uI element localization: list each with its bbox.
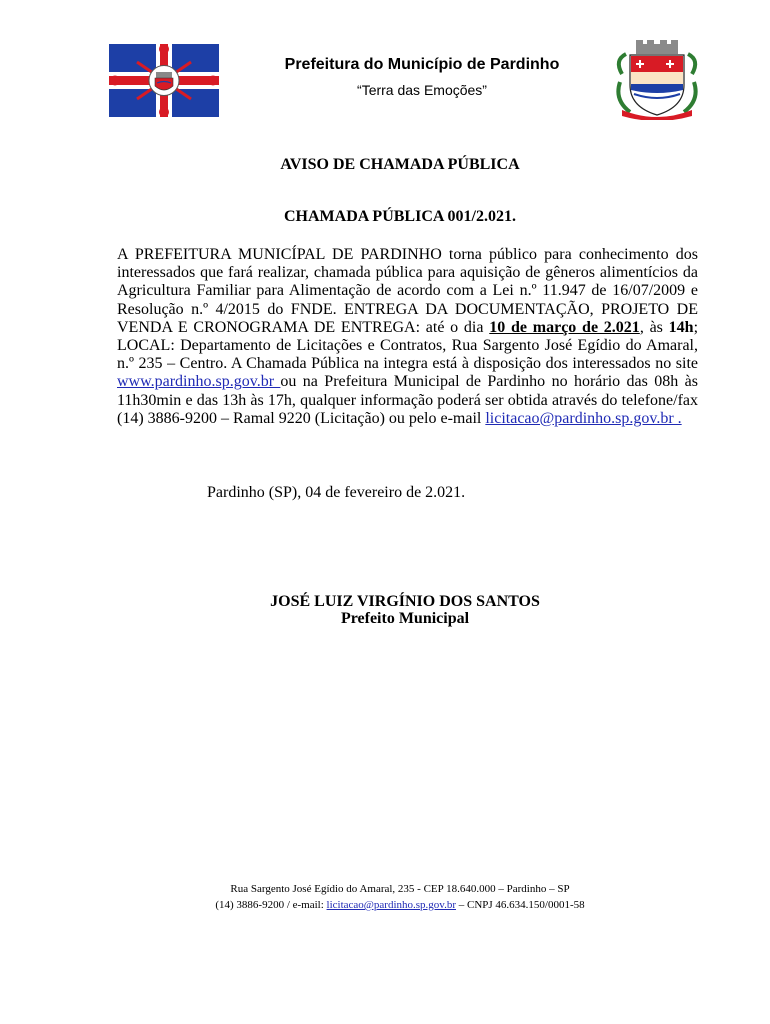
deadline-time: 14h [668, 318, 694, 336]
header-title: Prefeitura do Município de Pardinho [284, 56, 560, 73]
footer-contact [0, 899, 770, 911]
footer-cnpj: – CNPJ 46.634.150/0001-58 [456, 899, 585, 911]
notice-body [117, 246, 698, 428]
header-motto: “Terra das Emoções” [357, 82, 487, 98]
body-text-2: , às [639, 318, 669, 336]
footer-email-link[interactable]: licitacao@pardinho.sp.gov.br [326, 899, 456, 911]
body-text-3: ; LOCAL: Departamento de Licitações e Contratos, Rua Sargento José Egídio do Amaral, n.º 235 – Centro. A Chamada Pública na integra está à disposição dos interessados no site [117, 318, 699, 373]
site-link[interactable]: www.pardinho.sp.gov.br [117, 373, 281, 391]
municipal-flag-icon [109, 44, 219, 117]
body-text-4: ou na Prefeitura Municipal de Pardinho no horário das 08h às 11h30min e das 13h às 17h, qualquer informação poderá ser obtida através do telefone/fax (14) 3886-9200 – Ramal 9220 (Licitação) ou pelo e-mail [117, 373, 698, 427]
notice-subheading: CHAMADA PÚBLICA 001/2.021. [283, 208, 516, 225]
footer-address: Rua Sargento José Egídio do Amaral, 235 - CEP 18.640.000 – Pardinho – SP [230, 883, 570, 895]
signatory-name: JOSÉ LUIZ VIRGÍNIO DOS SANTOS [270, 593, 540, 610]
notice-heading: AVISO DE CHAMADA PÚBLICA [280, 156, 520, 173]
signatory-role: Prefeito Municipal [340, 610, 470, 627]
date-line: Pardinho (SP), 04 de fevereiro de 2.021. [207, 484, 466, 501]
coat-of-arms-icon [614, 38, 700, 120]
body-text-1: A PREFEITURA MUNICÍPAL DE PARDINHO torna público para conhecimento dos interessados que fará realizar, chamada pública para aquisição de gêneros alimentícios da Agricultura Familiar para Alimentação de acordo com a Lei n.º 11.947 de 16/07/2009 e Resolução n.º 4/2015 do FNDE. ENTREGA DA DOCUMENTAÇÃO, PROJETO DE VENDA E CRONOGRAMA DE ENTREGA: até o dia [117, 246, 698, 336]
footer-phone: (14) 3886-9200 / e-mail: [215, 899, 327, 911]
email-link[interactable]: licitacao@pardinho.sp.gov.br . [485, 409, 682, 427]
deadline-date: 10 de março de 2.021 [489, 318, 640, 336]
